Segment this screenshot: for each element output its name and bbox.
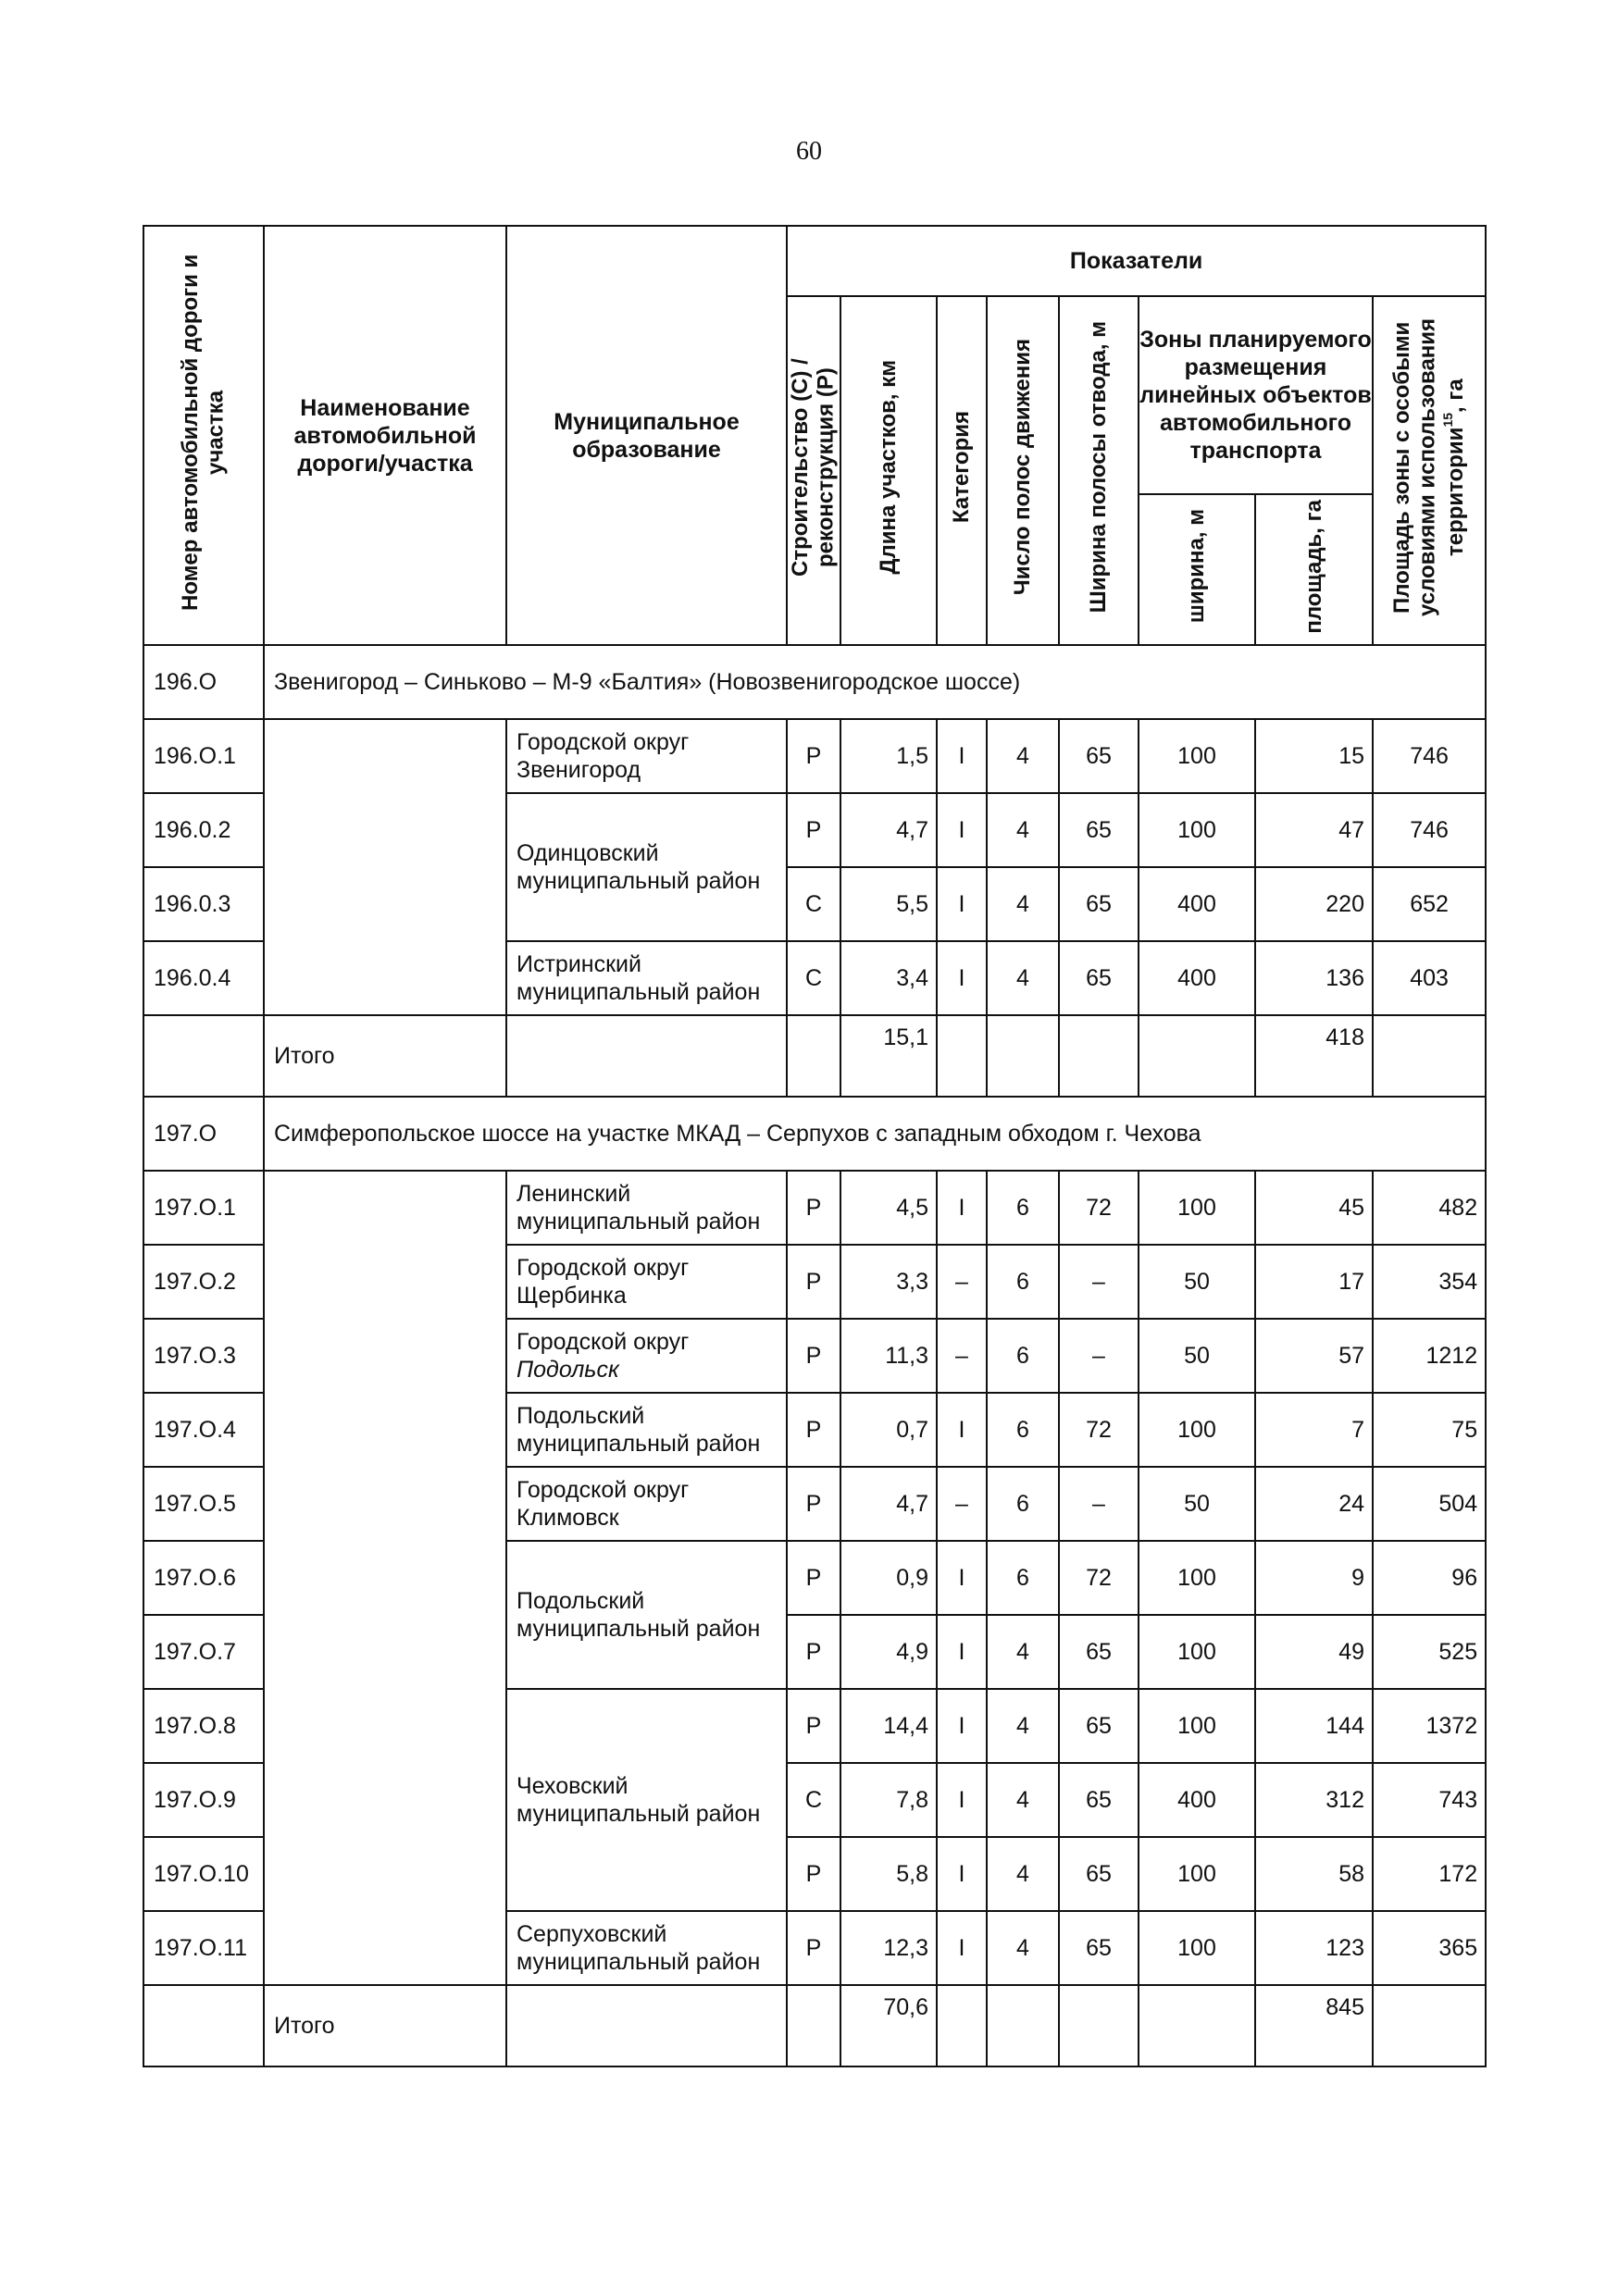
empty-cell — [1059, 1985, 1139, 2066]
header-road-name: Наименование автомобильной дороги/участка — [264, 226, 506, 645]
row-id: 196.0.4 — [143, 941, 264, 1015]
category-cell: I — [937, 719, 987, 793]
header-length: Длина участков, км — [840, 296, 937, 645]
length-cell: 5,5 — [840, 867, 937, 941]
category-cell: I — [937, 941, 987, 1015]
length-cell: 4,9 — [840, 1615, 937, 1689]
municipality-cell: Подольский муниципальный район — [506, 1541, 787, 1689]
zone-area-cell: 312 — [1255, 1763, 1373, 1837]
header-road-number: Номер автомобильной дороги и участка — [143, 226, 264, 645]
construction-cell: Р — [787, 1393, 840, 1467]
row-width-cell: 65 — [1059, 1837, 1139, 1911]
zone-area-cell: 7 — [1255, 1393, 1373, 1467]
total-area: 845 — [1255, 1985, 1373, 2066]
row-id: 197.О.5 — [143, 1467, 264, 1541]
section-title: Симферопольское шоссе на участке МКАД – Серпухов с западным обходом г. Чехова — [264, 1097, 1486, 1171]
zone-width-cell: 100 — [1139, 1837, 1255, 1911]
length-cell: 4,7 — [840, 793, 937, 867]
category-cell: – — [937, 1245, 987, 1319]
zone-area-cell: 220 — [1255, 867, 1373, 941]
construction-cell: Р — [787, 1615, 840, 1689]
construction-cell: Р — [787, 1911, 840, 1985]
header-special-zone: Площадь зоны с особыми условиями использования территории$^{15}$, га — [1373, 296, 1486, 645]
total-length: 15,1 — [840, 1015, 937, 1097]
zone-width-cell: 400 — [1139, 867, 1255, 941]
category-cell: – — [937, 1319, 987, 1393]
row-width-cell: 65 — [1059, 867, 1139, 941]
zone-area-cell: 24 — [1255, 1467, 1373, 1541]
header-zone-area: площадь, га — [1255, 494, 1373, 645]
row-width-cell: – — [1059, 1319, 1139, 1393]
special-zone-cell: 354 — [1373, 1245, 1486, 1319]
construction-cell: С — [787, 1763, 840, 1837]
construction-cell: Р — [787, 1541, 840, 1615]
header-indicators: Показатели — [787, 226, 1486, 296]
table-row — [143, 719, 1486, 793]
construction-cell: Р — [787, 1689, 840, 1763]
row-width-cell: 65 — [1059, 793, 1139, 867]
lanes-cell: 6 — [987, 1541, 1059, 1615]
special-zone-cell: 746 — [1373, 719, 1486, 793]
header-construction: Строительство (С) / реконструкция (Р) — [787, 296, 840, 645]
row-width-cell: 65 — [1059, 941, 1139, 1015]
municipality-cell: Городской округ Климовск — [506, 1467, 787, 1541]
lanes-cell: 4 — [987, 1615, 1059, 1689]
row-id: 197.О.10 — [143, 1837, 264, 1911]
zone-width-cell: 100 — [1139, 1393, 1255, 1467]
row-id: 196.0.3 — [143, 867, 264, 941]
construction-cell: Р — [787, 793, 840, 867]
empty-cell — [987, 1015, 1059, 1097]
municipality-cell: Истринский муниципальный район — [506, 941, 787, 1015]
row-id: 197.О.7 — [143, 1615, 264, 1689]
special-zone-cell: 1372 — [1373, 1689, 1486, 1763]
header-zone-width: ширина, м — [1139, 494, 1255, 645]
total-row — [143, 1985, 1486, 2066]
category-cell: I — [937, 1393, 987, 1467]
municipality-cell: Чеховский муниципальный район — [506, 1689, 787, 1911]
row-id: 197.О.8 — [143, 1689, 264, 1763]
category-cell: I — [937, 1837, 987, 1911]
header-category: Категория — [937, 296, 987, 645]
municipality-cell: Городской округ Подольск — [506, 1319, 787, 1393]
row-id: 196.О.1 — [143, 719, 264, 793]
zone-area-cell: 58 — [1255, 1837, 1373, 1911]
zone-width-cell: 400 — [1139, 1763, 1255, 1837]
lanes-cell: 6 — [987, 1319, 1059, 1393]
length-cell: 7,8 — [840, 1763, 937, 1837]
lanes-cell: 6 — [987, 1245, 1059, 1319]
lanes-cell: 4 — [987, 1689, 1059, 1763]
total-label: Итого — [264, 1985, 506, 2066]
municipality-city: Подольск — [517, 1357, 619, 1383]
empty-cell — [937, 1015, 987, 1097]
special-zone-cell: 365 — [1373, 1911, 1486, 1985]
length-cell: 0,9 — [840, 1541, 937, 1615]
length-cell: 11,3 — [840, 1319, 937, 1393]
section-title: Звенигород – Синьково – М-9 «Балтия» (Новозвенигородское шоссе) — [264, 645, 1486, 719]
empty-cell — [1139, 1015, 1255, 1097]
zone-width-cell: 100 — [1139, 793, 1255, 867]
zone-area-cell: 136 — [1255, 941, 1373, 1015]
road-name-cell — [264, 719, 506, 1015]
zone-width-cell: 100 — [1139, 1541, 1255, 1615]
category-cell: I — [937, 1911, 987, 1985]
row-width-cell: 65 — [1059, 1615, 1139, 1689]
category-cell: I — [937, 1541, 987, 1615]
total-label: Итого — [264, 1015, 506, 1097]
row-width-cell: 65 — [1059, 1911, 1139, 1985]
category-cell: I — [937, 1615, 987, 1689]
zone-width-cell: 50 — [1139, 1245, 1255, 1319]
construction-cell: Р — [787, 1319, 840, 1393]
section-id: 197.О — [143, 1097, 264, 1171]
category-cell: I — [937, 1763, 987, 1837]
zone-area-cell: 17 — [1255, 1245, 1373, 1319]
length-cell: 3,3 — [840, 1245, 937, 1319]
row-id: 197.О.4 — [143, 1393, 264, 1467]
lanes-cell: 6 — [987, 1393, 1059, 1467]
lanes-cell: 4 — [987, 1837, 1059, 1911]
special-zone-cell: 1212 — [1373, 1319, 1486, 1393]
zone-width-cell: 50 — [1139, 1467, 1255, 1541]
row-width-cell: 72 — [1059, 1171, 1139, 1245]
zone-width-cell: 50 — [1139, 1319, 1255, 1393]
special-zone-cell: 525 — [1373, 1615, 1486, 1689]
lanes-cell: 4 — [987, 867, 1059, 941]
length-cell: 5,8 — [840, 1837, 937, 1911]
lanes-cell: 4 — [987, 1911, 1059, 1985]
empty-cell — [787, 1015, 840, 1097]
lanes-cell: 4 — [987, 719, 1059, 793]
lanes-cell: 4 — [987, 941, 1059, 1015]
total-row — [143, 1015, 1486, 1097]
municipality-cell: Серпуховский муниципальный район — [506, 1911, 787, 1985]
row-width-cell: 65 — [1059, 719, 1139, 793]
lanes-cell: 4 — [987, 793, 1059, 867]
row-width-cell: 72 — [1059, 1393, 1139, 1467]
row-id: 197.О.2 — [143, 1245, 264, 1319]
empty-cell — [506, 1015, 787, 1097]
category-cell: I — [937, 793, 987, 867]
zone-width-cell: 100 — [1139, 1615, 1255, 1689]
special-zone-cell: 743 — [1373, 1763, 1486, 1837]
lanes-cell: 6 — [987, 1171, 1059, 1245]
zone-area-cell: 45 — [1255, 1171, 1373, 1245]
zone-area-cell: 57 — [1255, 1319, 1373, 1393]
municipality-cell: Подольский муниципальный район — [506, 1393, 787, 1467]
special-zone-cell: 403 — [1373, 941, 1486, 1015]
section-row — [143, 1097, 1486, 1171]
category-cell: I — [937, 867, 987, 941]
empty-cell — [143, 1985, 264, 2066]
road-name-cell — [264, 1171, 506, 1985]
row-id: 197.О.3 — [143, 1319, 264, 1393]
page-number: 60 — [796, 137, 822, 166]
row-width-cell: – — [1059, 1467, 1139, 1541]
length-cell: 0,7 — [840, 1393, 937, 1467]
zone-width-cell: 100 — [1139, 1911, 1255, 1985]
row-id: 197.О.6 — [143, 1541, 264, 1615]
category-cell: – — [937, 1467, 987, 1541]
length-cell: 1,5 — [840, 719, 937, 793]
zone-area-cell: 144 — [1255, 1689, 1373, 1763]
zone-area-cell: 123 — [1255, 1911, 1373, 1985]
length-cell: 4,7 — [840, 1467, 937, 1541]
header-municipality: Муниципальное образование — [506, 226, 787, 645]
zone-area-cell: 47 — [1255, 793, 1373, 867]
length-cell: 3,4 — [840, 941, 937, 1015]
construction-cell: Р — [787, 1245, 840, 1319]
zone-width-cell: 100 — [1139, 719, 1255, 793]
special-zone-cell: 96 — [1373, 1541, 1486, 1615]
empty-cell — [506, 1985, 787, 2066]
row-id: 197.О.9 — [143, 1763, 264, 1837]
zone-width-cell: 100 — [1139, 1689, 1255, 1763]
row-id: 196.0.2 — [143, 793, 264, 867]
header-zones: Зоны планируемого размещения линейных объектов автомобильного транспорта — [1139, 296, 1373, 494]
lanes-cell: 6 — [987, 1467, 1059, 1541]
header-row-width: Ширина полосы отвода, м — [1059, 296, 1139, 645]
length-cell: 12,3 — [840, 1911, 937, 1985]
zone-area-cell: 9 — [1255, 1541, 1373, 1615]
empty-cell — [1373, 1015, 1486, 1097]
construction-cell: Р — [787, 1837, 840, 1911]
row-width-cell: 65 — [1059, 1763, 1139, 1837]
category-cell: I — [937, 1689, 987, 1763]
zone-width-cell: 400 — [1139, 941, 1255, 1015]
construction-cell: Р — [787, 1171, 840, 1245]
road-indicators-table — [143, 225, 1487, 2067]
zone-area-cell: 15 — [1255, 719, 1373, 793]
empty-cell — [1373, 1985, 1486, 2066]
section-row — [143, 645, 1486, 719]
empty-cell — [937, 1985, 987, 2066]
municipality-cell: Городской округ Звенигород — [506, 719, 787, 793]
length-cell: 4,5 — [840, 1171, 937, 1245]
construction-cell: Р — [787, 1467, 840, 1541]
table-row — [143, 1171, 1486, 1245]
special-zone-cell: 504 — [1373, 1467, 1486, 1541]
empty-cell — [1059, 1015, 1139, 1097]
row-id: 197.О.1 — [143, 1171, 264, 1245]
special-zone-cell: 75 — [1373, 1393, 1486, 1467]
row-width-cell: – — [1059, 1245, 1139, 1319]
header-lanes: Число полос движения — [987, 296, 1059, 645]
construction-cell: С — [787, 867, 840, 941]
zone-area-cell: 49 — [1255, 1615, 1373, 1689]
length-cell: 14,4 — [840, 1689, 937, 1763]
section-id: 196.О — [143, 645, 264, 719]
special-zone-cell: 172 — [1373, 1837, 1486, 1911]
total-area: 418 — [1255, 1015, 1373, 1097]
municipality-cell: Городской округ Щербинка — [506, 1245, 787, 1319]
category-cell: I — [937, 1171, 987, 1245]
row-width-cell: 65 — [1059, 1689, 1139, 1763]
municipality-cell: Ленинский муниципальный район — [506, 1171, 787, 1245]
row-width-cell: 72 — [1059, 1541, 1139, 1615]
empty-cell — [1139, 1985, 1255, 2066]
row-id: 197.О.11 — [143, 1911, 264, 1985]
empty-cell — [987, 1985, 1059, 2066]
special-zone-cell: 652 — [1373, 867, 1486, 941]
municipality-cell: Одинцовский муниципальный район — [506, 793, 787, 941]
special-zone-cell: 482 — [1373, 1171, 1486, 1245]
construction-cell: Р — [787, 719, 840, 793]
empty-cell — [143, 1015, 264, 1097]
construction-cell: С — [787, 941, 840, 1015]
total-length: 70,6 — [840, 1985, 937, 2066]
zone-width-cell: 100 — [1139, 1171, 1255, 1245]
lanes-cell: 4 — [987, 1763, 1059, 1837]
special-zone-cell: 746 — [1373, 793, 1486, 867]
empty-cell — [787, 1985, 840, 2066]
